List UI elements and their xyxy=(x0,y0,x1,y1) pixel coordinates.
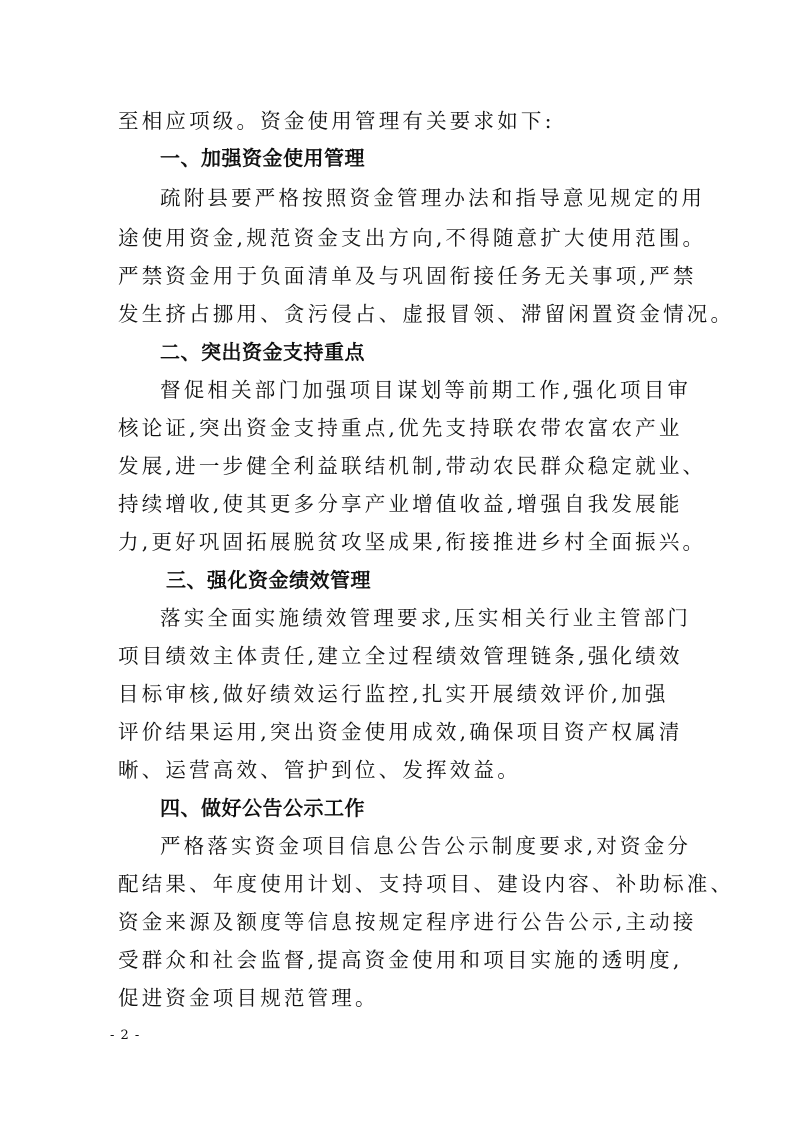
section-4-line-5: 促进资金项目规范管理。 xyxy=(118,986,379,1010)
section-4-heading: 四、做好公告公示工作 xyxy=(160,796,365,820)
section-3-line-3: 目标审核,做好绩效运行监控,扎实开展绩效评价,加强 xyxy=(118,682,669,706)
section-2-line-1: 督促相关部门加强项目谋划等前期工作,强化项目审 xyxy=(160,378,692,402)
section-1-line-1: 疏附县要严格按照资金管理办法和指导意见规定的用 xyxy=(160,186,706,210)
section-2-line-4: 持续增收,使其更多分享产业增值收益,增强自我发展能 xyxy=(118,492,683,516)
section-3-line-5: 晰、运营高效、管护到位、发挥效益。 xyxy=(118,758,521,782)
section-3-line-2: 项目绩效主体责任,建立全过程绩效管理链条,强化绩效 xyxy=(118,644,683,668)
section-4-line-3: 资金来源及额度等信息按规定程序进行公告公示,主动接 xyxy=(118,910,697,934)
section-4-line-1: 严格落实资金项目信息公告公示制度要求,对资金分 xyxy=(160,834,692,858)
section-2-line-5: 力,更好巩固拓展脱贫攻坚成果,衔接推进乡村全面振兴。 xyxy=(118,530,707,554)
section-1-heading: 一、加强资金使用管理 xyxy=(160,146,365,170)
intro-line: 至相应项级。资金使用管理有关要求如下: xyxy=(118,109,555,133)
section-1-line-2: 途使用资金,规范资金支出方向,不得随意扩大使用范围。 xyxy=(118,226,707,250)
section-3-line-1: 落实全面实施绩效管理要求,压实相关行业主管部门 xyxy=(160,606,692,630)
section-2-line-2: 核论证,突出资金支持重点,优先支持联农带农富农产业 xyxy=(118,416,683,440)
section-1-line-4: 发生挤占挪用、贪污侵占、虚报冒领、滞留闲置资金情况。 xyxy=(118,302,735,326)
section-1-line-3: 严禁资金用于负面清单及与巩固衔接任务无关事项,严禁 xyxy=(118,264,697,288)
section-2-heading: 二、突出资金支持重点 xyxy=(160,340,365,364)
section-2-line-3: 发展,进一步健全利益联结机制,带动农民群众稳定就业、 xyxy=(118,454,707,478)
page-number: - 2 - xyxy=(110,1028,141,1043)
section-3-heading: 三、强化资金绩效管理 xyxy=(166,568,371,592)
section-4-line-4: 受群众和社会监督,提高资金使用和项目实施的透明度, xyxy=(118,948,683,972)
section-4-line-2: 配结果、年度使用计划、支持项目、建设内容、补助标准、 xyxy=(118,872,735,896)
section-3-line-4: 评价结果运用,突出资金使用成效,确保项目资产权属清 xyxy=(118,720,683,744)
